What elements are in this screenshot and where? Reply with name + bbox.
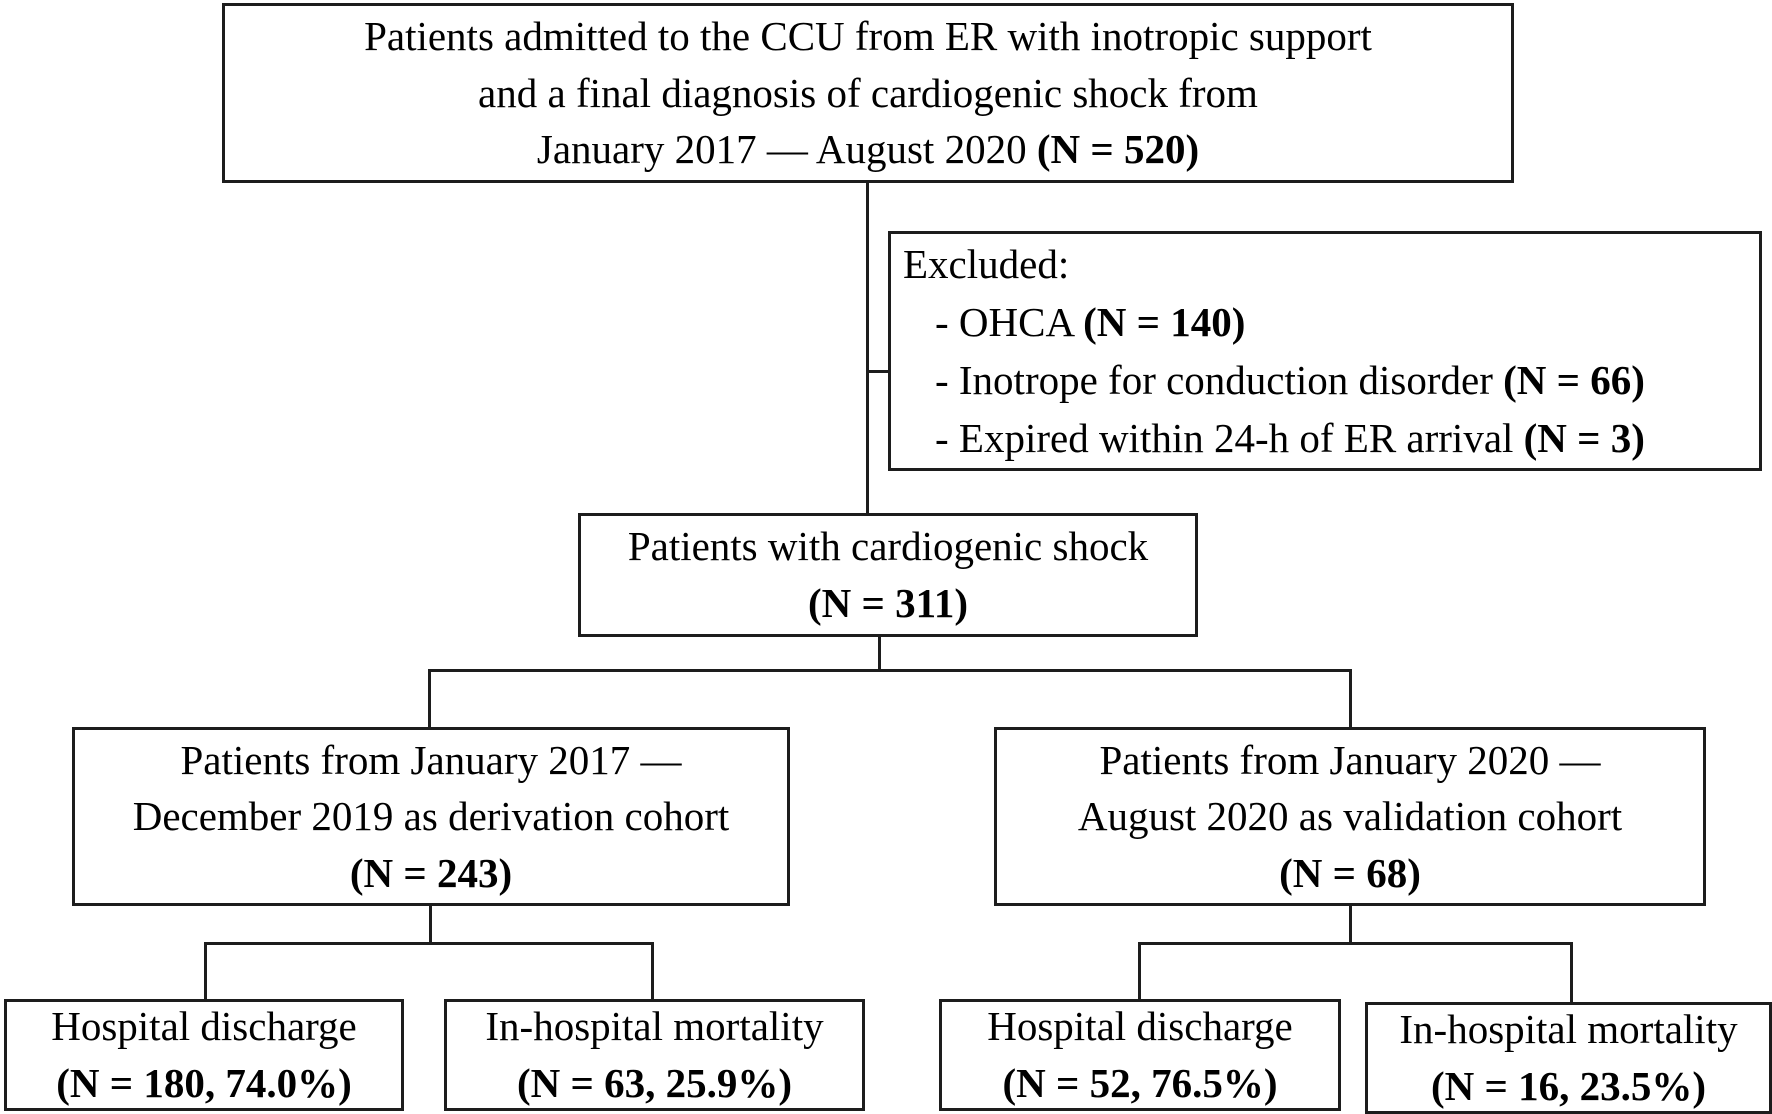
connector-derivation-mortality-drop [651, 942, 654, 999]
derivation-discharge-box [4, 999, 404, 1111]
connector-top-to-shock [866, 183, 869, 515]
connector-derivation-drop [428, 669, 431, 727]
derivation-mortality-box [444, 999, 865, 1111]
connector-shock-stub [878, 635, 881, 672]
validation-mortality-label: In-hospital mortality [1399, 1006, 1738, 1053]
validation-cohort-box [994, 727, 1706, 906]
connector-validation-drop [1349, 669, 1352, 727]
validation-discharge-box [939, 999, 1341, 1111]
derivation-discharge-label: Hospital discharge [51, 1003, 357, 1050]
derivation-mortality-n: (N = 63, 25.9%) [516, 1060, 793, 1106]
excluded-item-inotrope: - Inotrope for conduction disorder (N = 66) [935, 357, 1645, 403]
connector-cohort-branch-horizontal [428, 669, 1352, 672]
derivation-line2: December 2019 as derivation cohort [132, 793, 730, 840]
connector-validation-discharge-drop [1138, 942, 1141, 999]
cardiogenic-shock-box [578, 513, 1198, 637]
enrollment-n-total: (N = 520) [1036, 126, 1200, 173]
connector-derivation-stub [429, 903, 432, 945]
shock-n: (N = 311) [807, 580, 969, 626]
validation-mortality-n: (N = 16, 23.5%) [1430, 1063, 1707, 1109]
validation-discharge-n: (N = 52, 76.5%) [1002, 1060, 1278, 1106]
enrollment-line3: January 2017 — August 2020 (N = 520) [536, 126, 1200, 173]
validation-line1: Patients from January 2020 — [1099, 736, 1601, 783]
enrollment-box [222, 3, 1514, 183]
validation-mortality-box [1365, 1002, 1772, 1114]
connector-derivation-discharge-drop [204, 942, 207, 999]
excluded-box [888, 231, 1762, 471]
derivation-discharge-n: (N = 180, 74.0%) [56, 1060, 352, 1106]
connector-derivation-outcomes-horizontal [204, 942, 654, 945]
connector-validation-mortality-drop [1570, 942, 1573, 1002]
connector-validation-outcomes-horizontal [1138, 942, 1573, 945]
enrollment-line2: and a final diagnosis of cardiogenic shock from [478, 69, 1258, 116]
enrollment-line1: Patients admitted to the CCU from ER with inotropic support [364, 13, 1372, 60]
derivation-mortality-label: In-hospital mortality [485, 1003, 824, 1050]
derivation-n: (N = 243) [349, 849, 513, 896]
connector-validation-stub [1349, 903, 1352, 945]
excluded-item-expired: - Expired within 24-h of ER arrival (N = 3) [935, 415, 1645, 462]
validation-discharge-label: Hospital discharge [987, 1003, 1293, 1050]
validation-n: (N = 68) [1279, 849, 1421, 896]
derivation-line1: Patients from January 2017 — [180, 736, 682, 783]
shock-line1: Patients with cardiogenic shock [627, 523, 1149, 570]
connector-excluded-stub [866, 370, 890, 373]
derivation-cohort-box [72, 727, 790, 906]
excluded-title: Excluded: [903, 240, 1070, 287]
validation-line2: August 2020 as validation cohort [1077, 793, 1623, 840]
excluded-item-ohca: - OHCA (N = 140) [935, 298, 1246, 345]
